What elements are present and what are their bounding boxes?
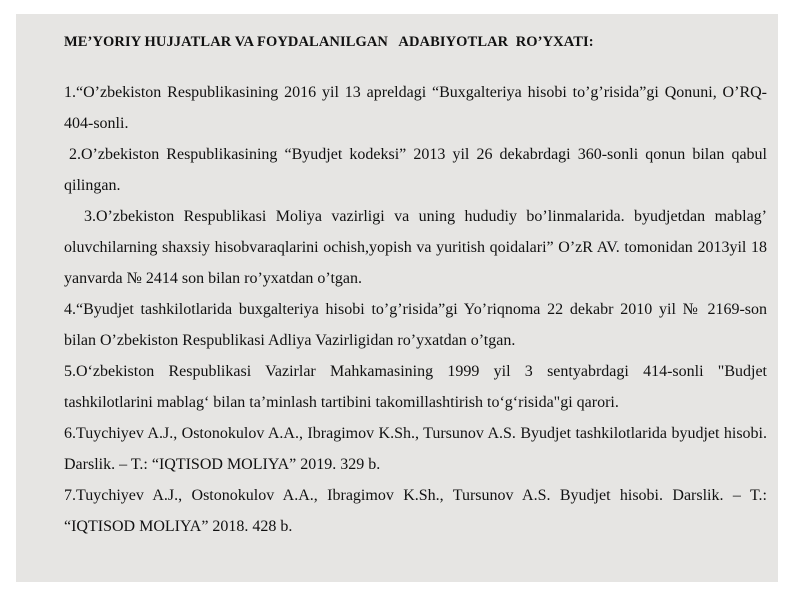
reference-item-6: 6.Tuychiyev A.J., Ostonokulov A.A., Ibragimov K.Sh., Tursunov A.S. Byudjet tashkilotlarida byudjet hisobi. Darslik. – T.: “IQTISOD MOLIYA” 2019. 329 b.: [64, 425, 767, 473]
reference-item-5: 5.O‘zbekiston Respublikasi Vazirlar Mahkamasining 1999 yil 3 sentyabrdagi 414-sonli "Budjet tashkilotlarini mablag‘ bilan ta’minlash tartibini takomillashtirish to‘g‘risida"gi qarori.: [64, 363, 767, 411]
references-heading: ME’YORIY HUJJATLAR VA FOYDALANILGAN ADABIYOTLAR RO’YXATI:: [64, 34, 594, 50]
reference-item-4: 4.“Byudjet tashkilotlarida buxgalteriya hisobi to’g’risida”gi Yo’riqnoma 22 dekabr 2010 yil № 2169-son bilan O’zbekiston Respublikasi Adliya Vazirligidan ro’yxatdan o’tgan.: [64, 301, 767, 349]
document-page: [16, 14, 778, 582]
reference-item-7: 7.Tuychiyev A.J., Ostonokulov A.A., Ibragimov K.Sh., Tursunov A.S. Byudjet hisobi. Darslik. – T.: “IQTISOD MOLIYA” 2018. 428 b.: [64, 487, 767, 535]
reference-item-3: 3.O’zbekiston Respublikasi Moliya vazirligi va uning hududiy bo’linmalarida. byudjetdan mablag’ oluvchilarning shaxsiy hisobvaraqlarini ochish,yopish va yuritish qoidalari” O’zR AV. tomonidan 2013yil 18 yanvarda № 2414 son bilan ro’yxatdan o’tgan.: [64, 208, 767, 287]
reference-item-1: 1.“O’zbekiston Respublikasining 2016 yil 13 apreldagi “Buxgalteriya hisobi to’g’risida”gi Qonuni, O’RQ-404-sonli.: [64, 84, 767, 132]
references-list: [64, 77, 767, 542]
reference-item-2: 2.O’zbekiston Respublikasining “Byudjet kodeksi” 2013 yil 26 dekabrdagi 360-sonli qonun bilan qabul qilingan.: [64, 146, 767, 194]
